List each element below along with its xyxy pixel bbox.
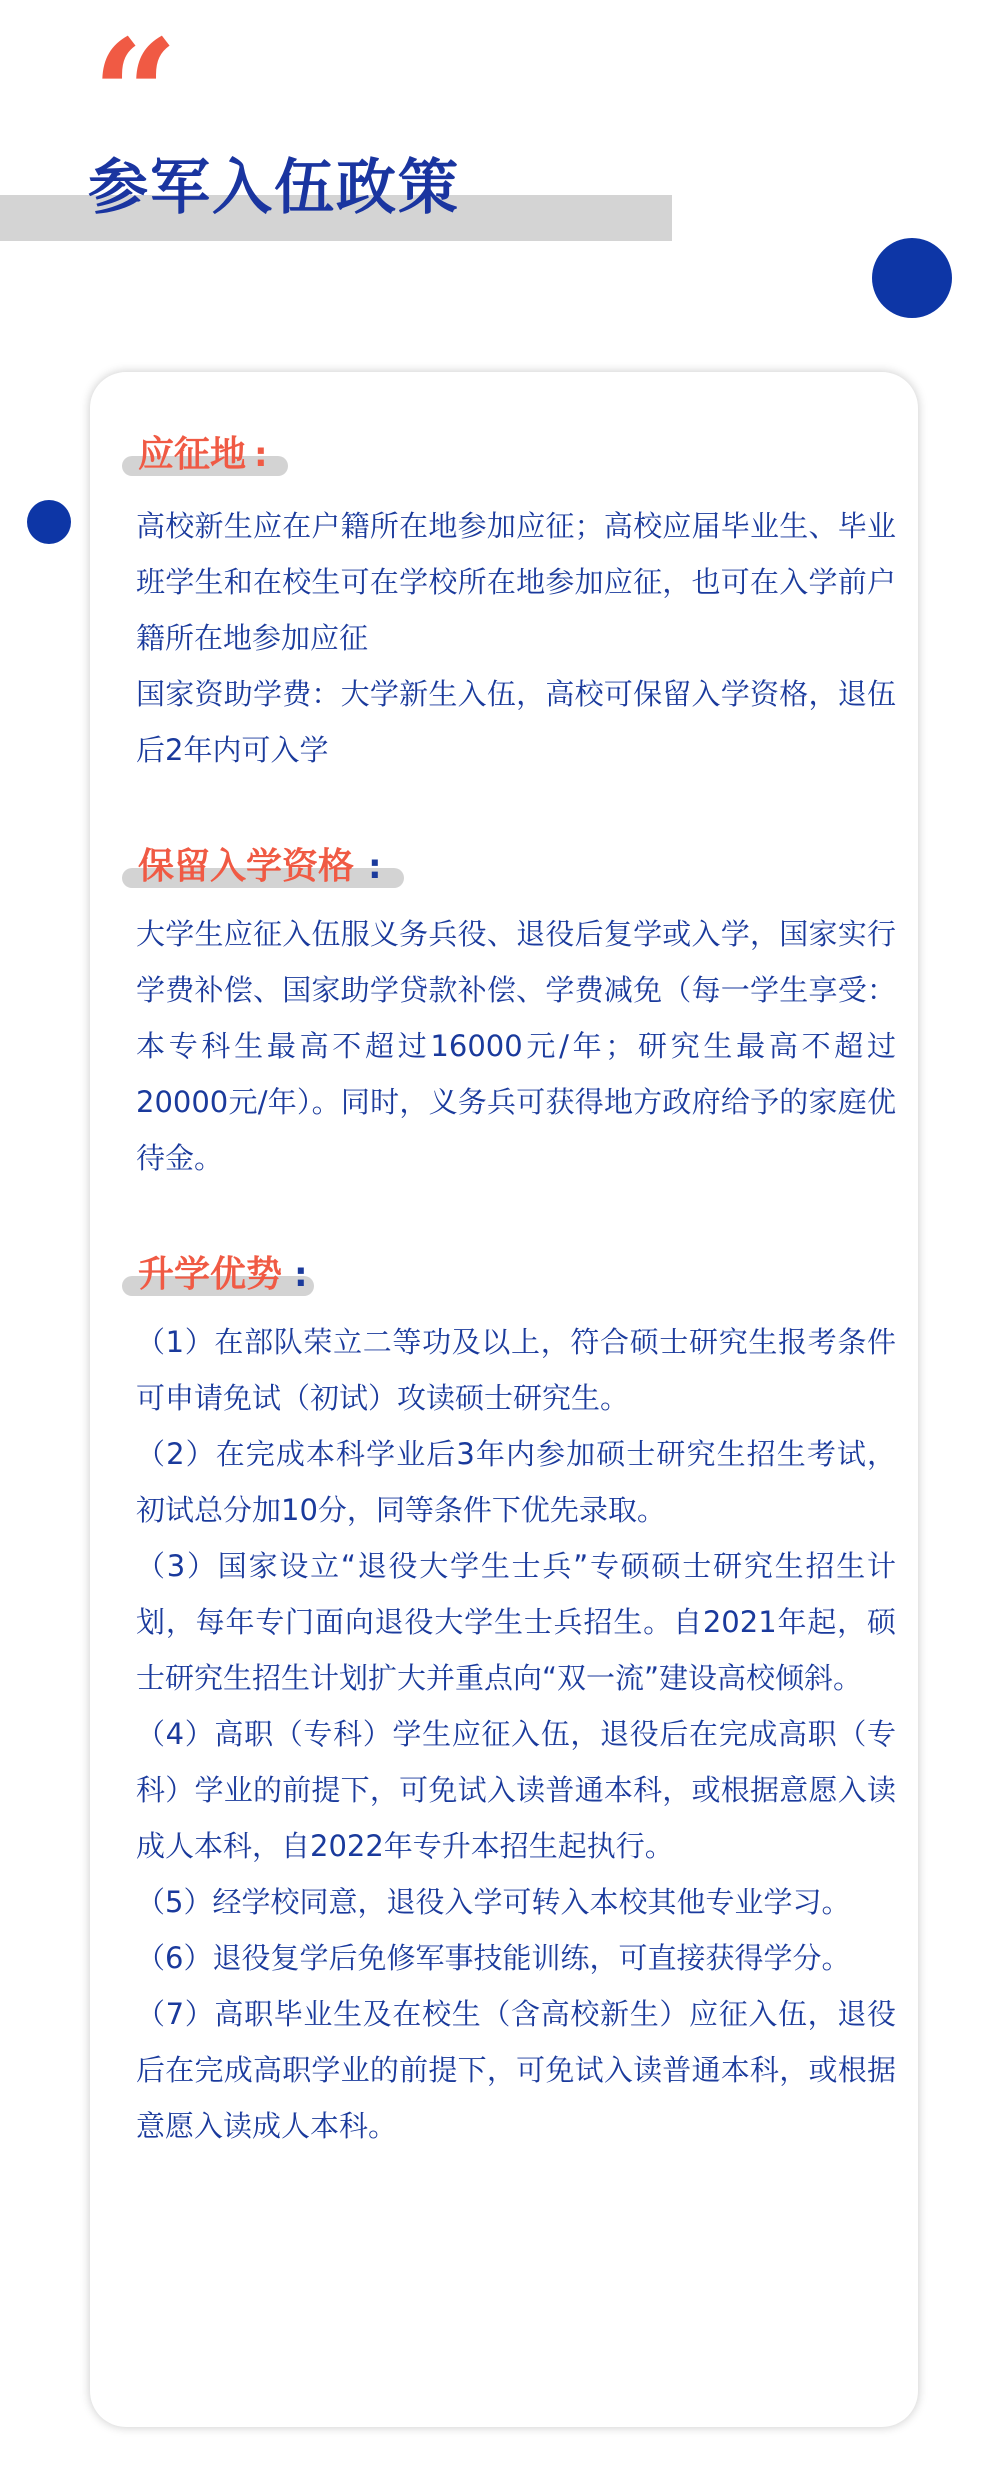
section-heading-enlistment-place: [138, 432, 268, 478]
list-item: （4）高职（专科）学生应征入伍，退役后在完成高职（专科）学业的前提下，可免试入读普通本科，或根据意愿入读成人本科，自2022年专升本招生起执行。: [136, 1717, 896, 1863]
list-item: （5）经学校同意，退役入学可转入本校其他专业学习。: [136, 1885, 851, 1919]
paragraph: 高校新生应在户籍所在地参加应征；高校应届毕业生、毕业班学生和在校生可在学校所在地参加应征，也可在入学前户籍所在地参加应征: [136, 509, 896, 655]
section-heading-text: 应征地: [138, 434, 247, 475]
section-heading-further-study: [138, 1252, 308, 1298]
section-heading-text: 保留入学资格: [138, 846, 355, 887]
section-heading-colon: :: [254, 435, 268, 475]
section-body-enlistment-place: [136, 498, 896, 778]
decorative-dot-large: [872, 238, 952, 318]
paragraph: 国家资助学费：大学新生入伍，高校可保留入学资格，退伍后2年内可入学: [136, 677, 896, 767]
list-item: （7）高职毕业生及在校生（含高校新生）应征入伍，退役后在完成高职学业的前提下，可免试入读普通本科，或根据意愿入读成人本科。: [136, 1997, 896, 2143]
section-heading-colon: :: [368, 847, 382, 887]
decorative-dot-small: [27, 500, 71, 544]
section-body-retain-admission: [136, 906, 896, 1186]
list-item: （1）在部队荣立二等功及以上，符合硕士研究生报考条件可申请免试（初试）攻读硕士研究生。: [136, 1325, 896, 1415]
list-item: （3）国家设立“退役大学生士兵”专硕硕士研究生招生计划，每年专门面向退役大学生士兵招生。自2021年起，硕士研究生招生计划扩大并重点向“双一流”建设高校倾斜。: [136, 1549, 896, 1695]
list-item: （6）退役复学后免修军事技能训练，可直接获得学分。: [136, 1941, 851, 1975]
section-heading-colon: :: [294, 1255, 308, 1295]
section-heading-text: 升学优势: [138, 1254, 283, 1295]
paragraph: 大学生应征入伍服义务兵役、退役后复学或入学，国家实行学费补偿、国家助学贷款补偿、学费减免（每一学生享受：本专科生最高不超过16000元/年；研究生最高不超过20000元/年）。同时，义务兵可获得地方政府给予的家庭优待金。: [136, 917, 896, 1175]
quote-mark-icon: “: [92, 7, 179, 183]
section-heading-retain-admission: [138, 844, 382, 890]
page-title: 参军入伍政策: [88, 153, 460, 223]
list-item: （2）在完成本科学业后3年内参加硕士研究生招生考试，初试总分加10分，同等条件下优先录取。: [136, 1437, 896, 1527]
section-body-further-study: [136, 1314, 896, 2154]
